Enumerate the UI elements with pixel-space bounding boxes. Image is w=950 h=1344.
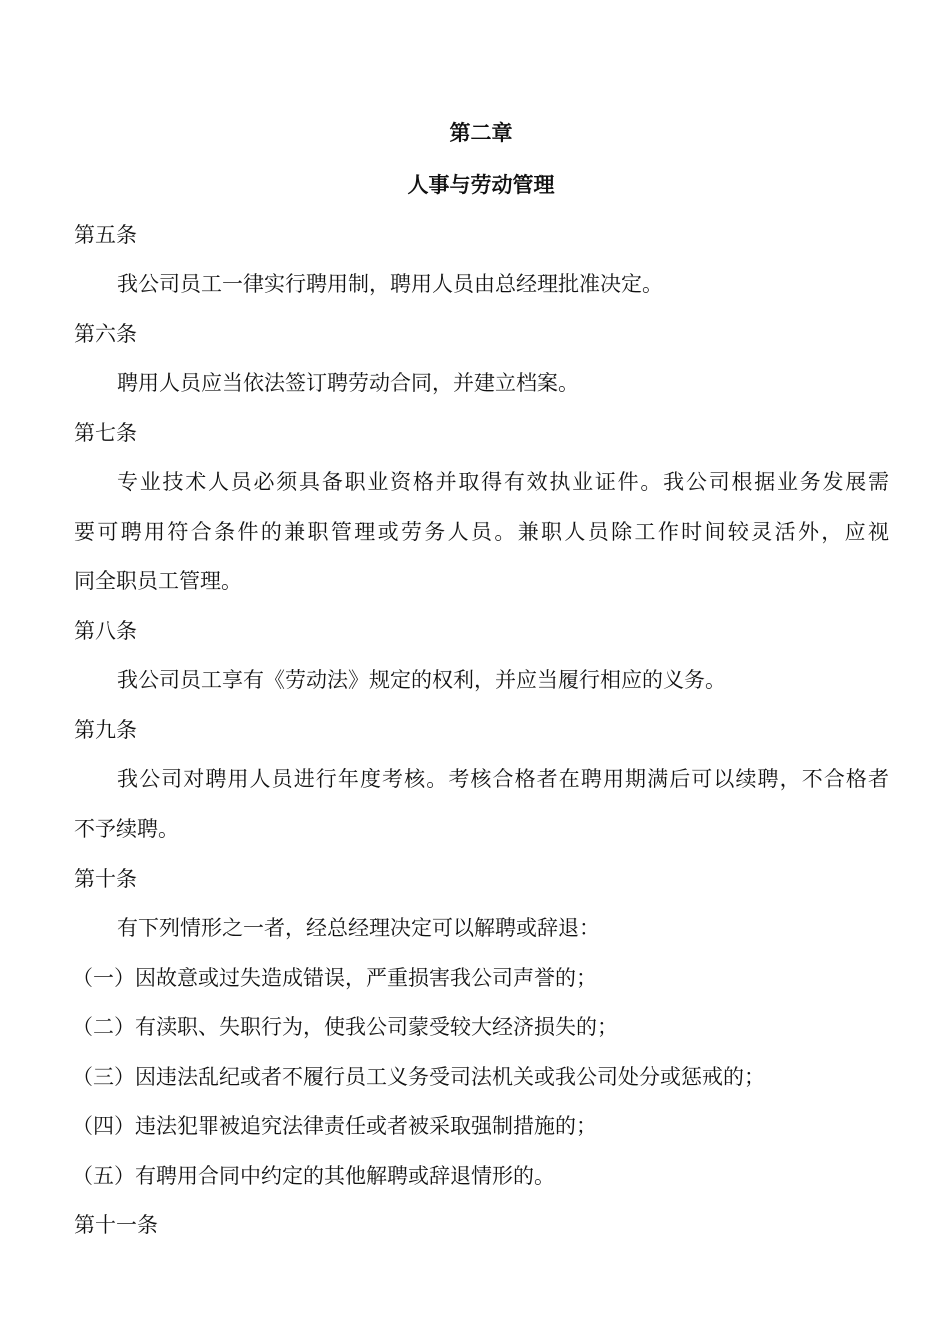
article-10-heading: 第十条 — [74, 867, 137, 891]
article-7-line-1: 专业技术人员必须具备职业资格并取得有效执业证件。我公司根据业务发展需 — [117, 470, 889, 494]
article-7-heading: 第七条 — [74, 421, 137, 445]
article-11-heading: 第十一条 — [74, 1213, 158, 1237]
article-7-line-2: 要可聘用符合条件的兼职管理或劳务人员。兼职人员除工作时间较灵活外，应视 — [74, 520, 889, 544]
article-6-heading: 第六条 — [74, 322, 137, 346]
article-10-item-1: （一）因故意或过失造成错误，严重损害我公司声誉的； — [72, 966, 597, 990]
article-9-line-2: 不予续聘。 — [74, 817, 179, 841]
article-5-text: 我公司员工一律实行聘用制，聘用人员由总经理批准决定。 — [117, 272, 663, 296]
article-10-item-3: （三）因违法乱纪或者不履行员工义务受司法机关或我公司处分或惩戒的； — [72, 1065, 765, 1089]
article-9-heading: 第九条 — [74, 718, 137, 742]
article-10-item-5: （五）有聘用合同中约定的其他解聘或辞退情形的。 — [72, 1164, 555, 1188]
article-10-item-2: （二）有渎职、失职行为，使我公司蒙受较大经济损失的； — [72, 1015, 618, 1039]
article-6-text: 聘用人员应当依法签订聘劳动合同，并建立档案。 — [117, 371, 579, 395]
chapter-title: 人事与劳动管理 — [407, 172, 555, 197]
chapter-heading: 第二章 — [449, 120, 513, 145]
article-5-heading: 第五条 — [74, 223, 137, 247]
article-9-line-1: 我公司对聘用人员进行年度考核。考核合格者在聘用期满后可以续聘，不合格者 — [117, 767, 889, 791]
article-10-item-4: （四）违法犯罪被追究法律责任或者被采取强制措施的； — [72, 1114, 597, 1138]
article-10-intro: 有下列情形之一者，经总经理决定可以解聘或辞退： — [117, 916, 600, 940]
article-7-line-3: 同全职员工管理。 — [74, 569, 242, 593]
article-8-heading: 第八条 — [74, 619, 137, 643]
article-8-text: 我公司员工享有《劳动法》规定的权利，并应当履行相应的义务。 — [117, 668, 726, 692]
